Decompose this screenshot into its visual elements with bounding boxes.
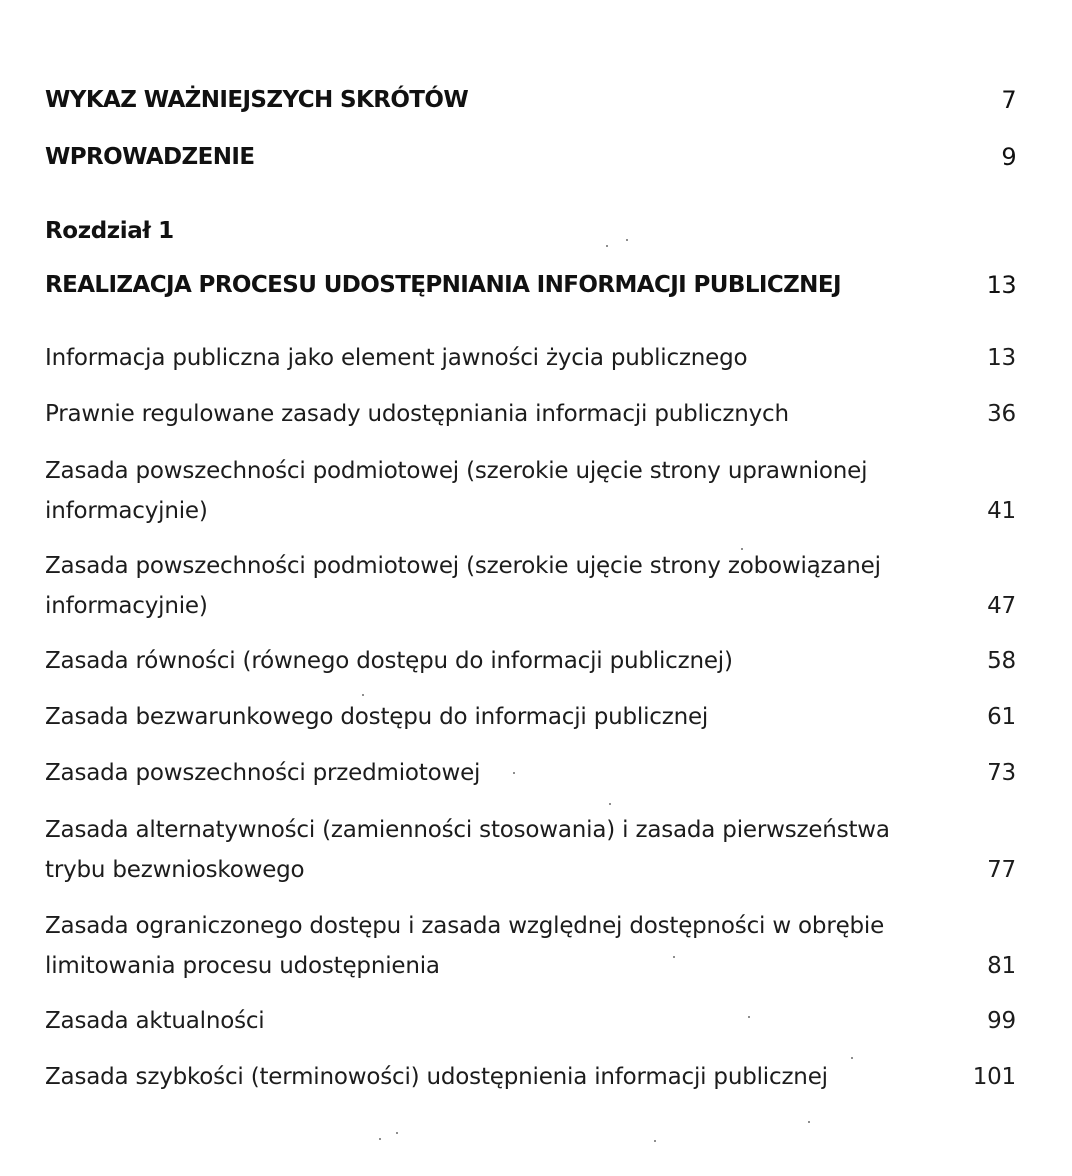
toc-entry xyxy=(45,1001,1016,1041)
toc-entry-page: 41 xyxy=(987,498,1016,524)
toc-entry-page: 99 xyxy=(987,1008,1016,1034)
scan-speck xyxy=(606,245,608,247)
toc-entry xyxy=(45,906,1016,986)
toc-entry-page: 13 xyxy=(987,345,1016,371)
toc-entry-title: Zasada alternatywności (zamienności stosowania) i zasada pierwszeństwa trybu bezwnioskowego xyxy=(45,817,890,883)
toc-entry-page: 61 xyxy=(987,704,1016,730)
chapter-page: 13 xyxy=(986,271,1016,299)
toc-entry-title: Zasada szybkości (terminowości) udostępnienia informacji publicznej xyxy=(45,1064,828,1090)
chapter-title: REALIZACJA PROCESU UDOSTĘPNIANIA INFORMACJI PUBLICZNEJ xyxy=(45,272,841,298)
scan-speck xyxy=(654,1140,656,1142)
scan-speck xyxy=(609,803,611,805)
scan-speck xyxy=(748,1016,750,1018)
chapter-label: Rozdział 1 xyxy=(45,218,174,244)
toc-entry-introduction xyxy=(45,142,1016,172)
scan-speck xyxy=(396,1132,398,1134)
scan-speck xyxy=(808,1121,810,1123)
toc-entry xyxy=(45,546,1016,626)
toc-entry-abbreviations xyxy=(45,85,1016,115)
toc-entry-page: 7 xyxy=(1001,86,1016,114)
toc-entry-page: 77 xyxy=(987,857,1016,883)
toc-entry-page: 58 xyxy=(987,648,1016,674)
scan-speck xyxy=(626,239,628,241)
toc-entry xyxy=(45,753,1016,793)
toc-entry-page: 9 xyxy=(1001,143,1016,171)
toc-entry-page: 73 xyxy=(987,760,1016,786)
toc-entry-title: WPROWADZENIE xyxy=(45,144,255,170)
toc-entry-page: 47 xyxy=(987,593,1016,619)
scan-speck xyxy=(851,1057,853,1059)
toc-entry-title: Zasada powszechności podmiotowej (szerokie ujęcie strony uprawnionej informacyjnie) xyxy=(45,458,868,524)
toc-entry xyxy=(45,697,1016,737)
toc-entry-title: Zasada powszechności przedmiotowej xyxy=(45,760,481,786)
toc-entry xyxy=(45,394,1016,434)
toc-entry-title: Zasada równości (równego dostępu do informacji publicznej) xyxy=(45,648,733,674)
toc-entry-title: Prawnie regulowane zasady udostępniania informacji publicznych xyxy=(45,401,789,427)
toc-entry-page: 36 xyxy=(987,401,1016,427)
scan-speck xyxy=(741,548,743,550)
scan-speck xyxy=(513,772,515,774)
scan-speck xyxy=(379,1138,381,1140)
toc-entry-page: 81 xyxy=(987,953,1016,979)
toc-entry xyxy=(45,810,1016,890)
scan-speck xyxy=(362,694,364,696)
toc-entry-title: Informacja publiczna jako element jawności życia publicznego xyxy=(45,345,748,371)
chapter-title-row xyxy=(45,270,1016,300)
toc-entry xyxy=(45,641,1016,681)
toc-entry-title: Zasada bezwarunkowego dostępu do informacji publicznej xyxy=(45,704,709,730)
toc-entry-title: Zasada aktualności xyxy=(45,1008,265,1034)
toc-entry-page: 101 xyxy=(972,1064,1016,1090)
toc-entry-title: Zasada powszechności podmiotowej (szerokie ujęcie strony zobowiązanej informacyjnie) xyxy=(45,553,881,619)
toc-entry-title: WYKAZ WAŻNIEJSZYCH SKRÓTÓW xyxy=(45,87,469,113)
toc-entry xyxy=(45,451,1016,531)
toc-entry xyxy=(45,338,1016,378)
scan-speck xyxy=(673,956,675,958)
toc-entry xyxy=(45,1057,1016,1097)
toc-entry-title: Zasada ograniczonego dostępu i zasada względnej dostępności w obrębie limitowania procesu udostępnienia xyxy=(45,913,885,979)
